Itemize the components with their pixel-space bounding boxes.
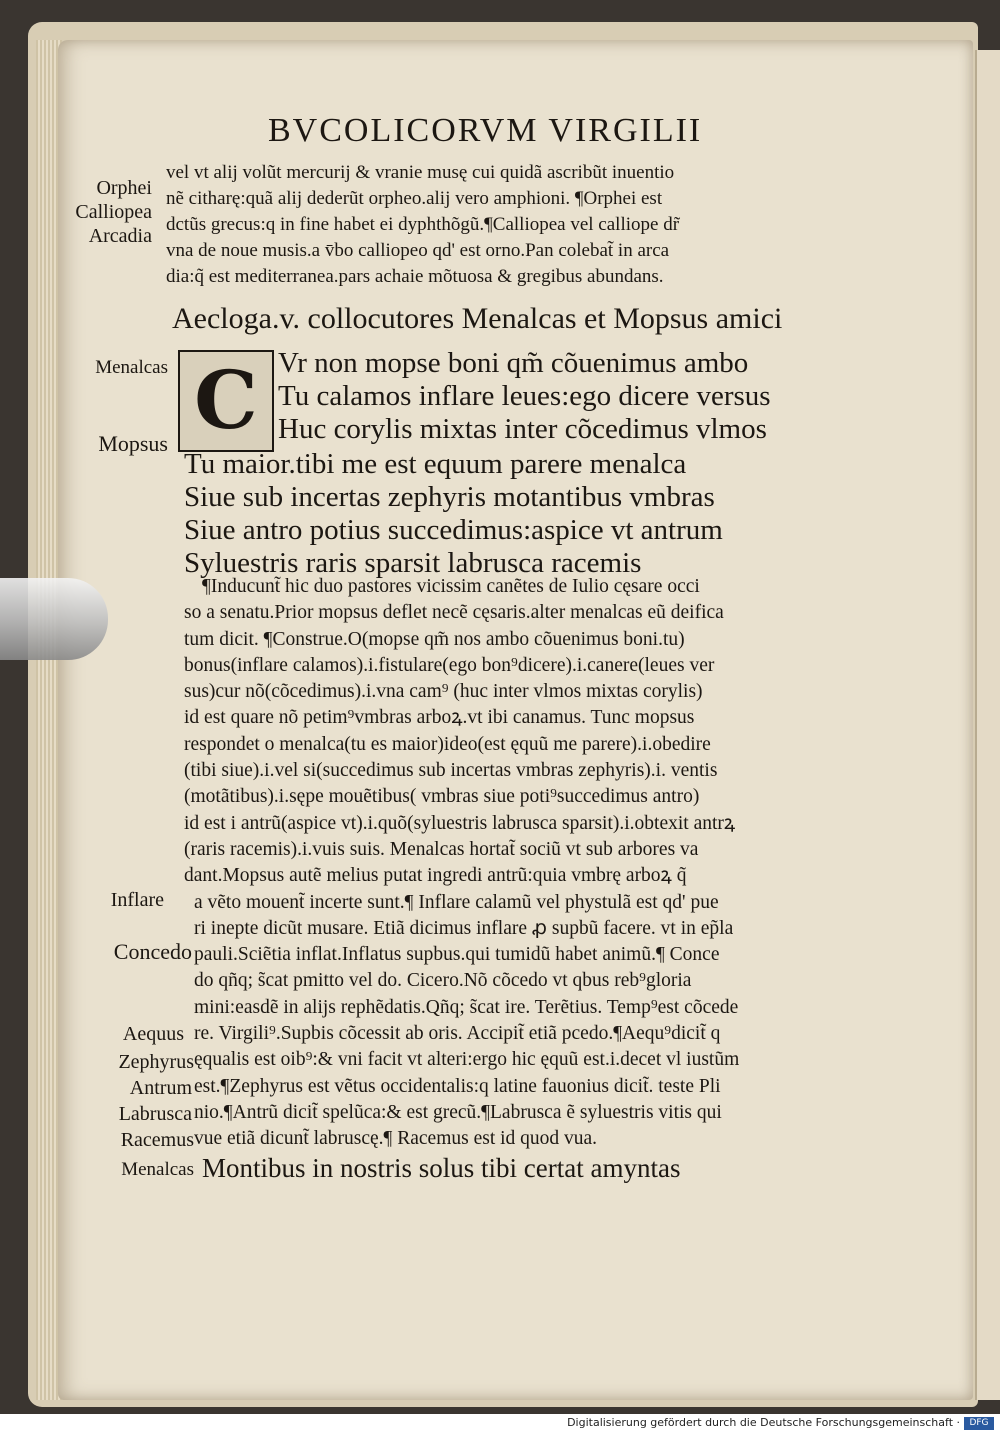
intro-line: vna de noue musis.a v̄bo calliopeo qd' est orno.Pan colebat̃ in arca bbox=[166, 240, 670, 261]
commentary-line: sus)cur nõ(cõcedimus).i.vna cam⁹ (huc inter vlmos mixtas corylis) bbox=[184, 681, 703, 703]
margin-note-orphei: Orphei bbox=[96, 177, 152, 199]
margin-note-calliopea: Calliopea bbox=[75, 201, 152, 223]
commentary-line: (tibi siue).i.vel si(succedimus sub incertas vmbras zephyris).i. ventis bbox=[184, 760, 718, 782]
speaker-mopsus: Mopsus bbox=[98, 431, 168, 456]
verse-block-top bbox=[278, 347, 771, 446]
margin-note-labrusca: Labrusca bbox=[118, 1103, 192, 1125]
footer-credit: Digitalisierung gefördert durch die Deutsche Forschungsgemeinschaft · bbox=[567, 1416, 960, 1429]
eclogue-title: Aecloga.v. collocutores Menalcas et Mopsus amici bbox=[172, 302, 783, 335]
intro-margin-notes bbox=[60, 176, 152, 248]
commentary-line: pauli.Sciẽtia inflat.Inflatus supbus.qui tumidũ habet animũ.¶ Conce bbox=[194, 944, 720, 966]
margin-note-antrum: Antrum bbox=[129, 1077, 192, 1099]
commentary-line: a vẽto mouent̃ incerte sunt.¶ Inflare calamũ vel phystulã est qd' pue bbox=[194, 891, 719, 913]
intro-line: dctũs grecus:q in fine habet ei dyphthõgũ.¶Calliopea vel calliope dr̃ bbox=[166, 214, 680, 235]
verse-line: Huc corylis mixtas inter cõcedimus vlmos bbox=[278, 413, 767, 445]
margin-note-zephyrus: Zephyrus bbox=[118, 1051, 194, 1073]
dfg-logo: DFG bbox=[964, 1417, 994, 1430]
commentary-line: (motãtibus).i.sępe mouẽtibus( vmbras siue poti⁹succedimus antro) bbox=[184, 786, 700, 808]
commentary-line: respondet o menalca(tu es maior)ideo(est ęquũ me parere).i.obedire bbox=[184, 733, 711, 755]
commentary-line: ¶Inducunt̃ hic duo pastores vicissim canẽtes de Iulio cęsare occi bbox=[202, 576, 700, 597]
decorated-initial: C bbox=[178, 350, 274, 452]
verse-block bbox=[184, 448, 723, 580]
verse-line: Vr non mopse boni qm̃ cõuenimus ambo bbox=[278, 347, 749, 379]
commentary-line: dant.Mopsus autẽ melius putat ingredi antrũ:quia vmbrę arboꝝ q̃ bbox=[184, 865, 687, 887]
commentary-line: ri inepte dicũt musare. Etiã dicimus inflare ꝓ supbũ facere. vt in ep̃la bbox=[194, 917, 734, 939]
commentary bbox=[184, 574, 874, 1153]
verse-line: Tu calamos inflare leues:ego dicere versus bbox=[278, 380, 771, 412]
margin-note-inflare: Inflare bbox=[110, 889, 164, 911]
running-head: BVCOLICORVM VIRGILII bbox=[268, 112, 703, 149]
verse-line: Tu maior.tibi me est equum parere menalca bbox=[184, 448, 687, 480]
margin-note-racemus: Racemus bbox=[120, 1129, 194, 1151]
verse-line: Siue sub incertas zephyris motantibus vmbras bbox=[184, 481, 715, 513]
intro-line: vel vt alij volũt mercurij & vranie musę cui quidã ascribũt inuentio bbox=[166, 162, 675, 183]
commentary-line: nio.¶Antrũ dicit̃ spelũca:& est grecũ.¶Labrusca ẽ syluestris vitis qui bbox=[194, 1101, 722, 1123]
speaker-menalcas-last: Menalcas bbox=[121, 1159, 194, 1180]
intro-line: nẽ citharę:quã alij dederũt orpheo.alij vero amphioni. ¶Orphei est bbox=[166, 188, 663, 209]
commentary-line: so a senatu.Prior mopsus deflet necẽ cęsaris.alter menalcas eũ deifica bbox=[184, 602, 724, 624]
intro-line: dia:q̃ est mediterranea.pars achaie mõtuosa & gregibus abundans. bbox=[166, 266, 664, 287]
intro-notes bbox=[166, 160, 679, 290]
commentary-line: id est i antrũ(aspice vt).i.quõ(syluestris labrusca sparsit).i.obtexit antrꝝ bbox=[184, 812, 736, 834]
commentary-line: est.¶Zephyrus est vẽtus occidentalis:q latine fauonius dicit̃. teste Pli bbox=[194, 1075, 721, 1097]
commentary-line: vue etiã dicunt̃ labruscę.¶ Racemus est id quod vua. bbox=[194, 1128, 598, 1150]
verse-line-last: Montibus in nostris solus tibi certat amyntas bbox=[202, 1153, 681, 1183]
page-clip bbox=[0, 578, 108, 660]
commentary-line: id est quare nõ petim⁹vmbras arboꝝ.vt ibi canamus. Tunc mopsus bbox=[184, 707, 695, 729]
footer-bar bbox=[0, 1414, 1000, 1434]
commentary-line: do qñq; s̃cat pmitto vel do. Cicero.Nõ cõcedo vt qbus reb⁹gloria bbox=[194, 970, 692, 992]
margin-note-aequus: Aequus bbox=[122, 1023, 184, 1045]
speaker-menalcas: Menalcas bbox=[95, 357, 168, 378]
commentary-line: mini:easdẽ in alijs rephẽdatis.Qñq; s̃cat ire. Terẽtius. Temp⁹est cõcede bbox=[194, 996, 739, 1018]
verse-line: Syluestris raris sparsit labrusca racemis bbox=[184, 547, 642, 579]
facing-page-edge bbox=[975, 50, 1000, 1400]
margin-note-concedo: Concedo bbox=[113, 939, 192, 964]
commentary-line: (raris racemis).i.vuis suis. Menalcas hortat̃ sociũ vt sub arbores va bbox=[184, 838, 699, 860]
commentary-line: re. Virgili⁹.Supbis cõcessit ab oris. Accipit̃ etiã pcedo.¶Aequ⁹dicit̃ q bbox=[194, 1023, 721, 1045]
verse-line: Siue antro potius succedimus:aspice vt antrum bbox=[184, 514, 723, 546]
commentary-line: tum dicit. ¶Construe.O(mopse qm̃ nos ambo cõuenimus boni.tu) bbox=[184, 628, 685, 650]
margin-note-arcadia: Arcadia bbox=[88, 225, 152, 247]
commentary-line: bonus(inflare calamos).i.fistulare(ego bon⁹dicere).i.canere(leues ver bbox=[184, 654, 715, 676]
commentary-line: ęqualis est oib⁹:& vni facit vt alteri:ergo hic ęquũ est.i.decet vl iustũm bbox=[194, 1049, 740, 1071]
